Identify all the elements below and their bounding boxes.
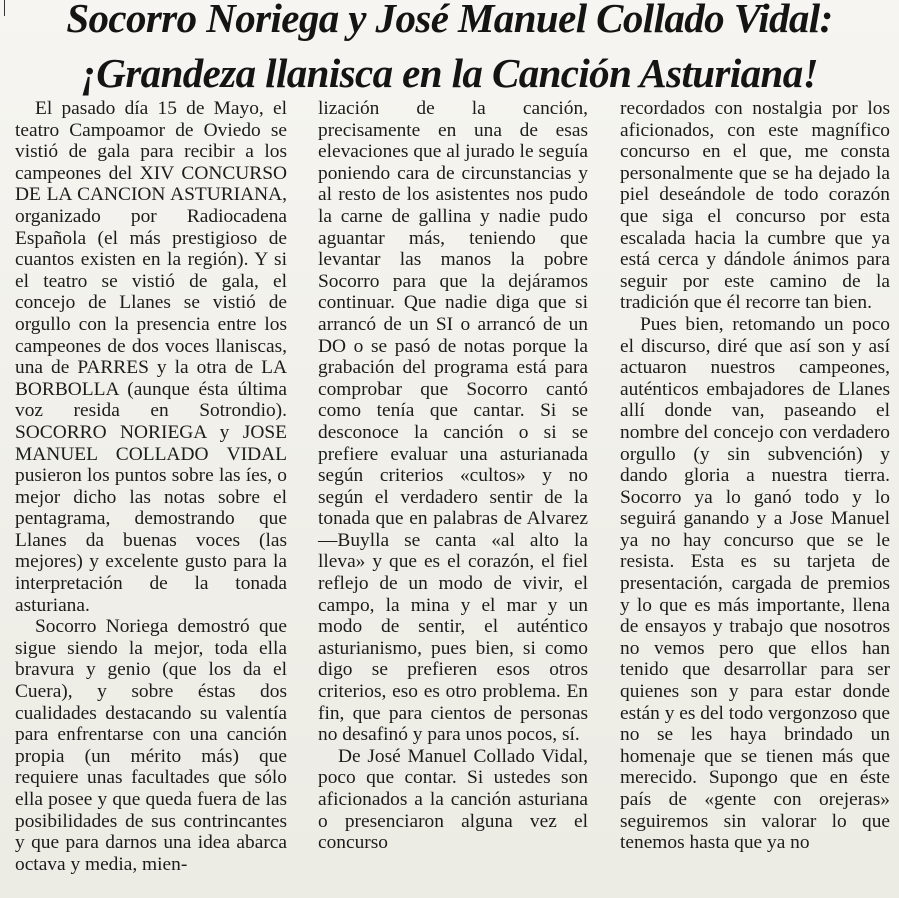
- article-column-2: [318, 98, 588, 854]
- paragraph: El pasado día 15 de Mayo, el teatro Campoamor de Oviedo se vistió de gala para recibir a los campeones del XIV CONCURSO DE LA CANCION ASTURIANA, organizado por Radiocadena Española (el más prestigioso de cuantos existen en la región). Y si el teatro se vistió de gala, el concejo de Llanes se vistió de orgullo con la presencia entre los campeones de dos voces llaniscas, una de PARRES y la otra de LA BORBOLLA (aunque ésta última voz resida en Sotrondio). SOCORRO NORIEGA y JOSE MANUEL COLLADO VIDAL pusieron los puntos sobre las íes, o mejor dicho las notas sobre el pentagrama, demostrando que Llanes da buenas voces (las mejores) y excelente gusto para la interpretación de la tonada asturiana.: [15, 98, 287, 616]
- paragraph: recordados con nostalgia por los aficionados, con este magnífico concurso en el que, me consta personalmente que se ha dejado la piel deseándole de todo corazón que siga el concurso por esta escalada hacia la cumbre que ya está cerca y dándole ánimos para seguir por este camino de la tradición que él recorre tan bien.: [620, 98, 890, 314]
- paragraph: Socorro Noriega demostró que sigue siendo la mejor, toda ella bravura y genio (que los da el Cuera), y sobre éstas dos cualidades destacando su valentía para enfrentarse con una canción propia (un mérito más) que requiere unas facultades que sólo ella posee y que queda fuera de las posibilidades de sus contrincantes y que para darnos una idea abarca octava y media, mien-: [15, 616, 287, 875]
- paragraph: Pues bien, retomando un poco el discurso, diré que así son y así actuaron nuestros campeones, auténticos embajadores de Llanes allí donde van, paseando el nombre del concejo con verdadero orgullo (y sin subvención) y dando gloria a nuestra tierra. Socorro ya lo ganó todo y lo seguirá ganando y a Jose Manuel ya no hay concurso que se le resista. Esta es su tarjeta de presentación, cargada de premios y lo que es más importante, llena de ensayos y trabajo que nosotros no vemos pero que ellos han tenido que desarrollar para ser quienes son y para estar donde están y es del todo vergonzoso que no se les haya brindado un homenaje que se tienen más que merecido. Supongo que en éste país de «gente con orejeras» seguiremos sin valorar lo que tenemos hasta que ya no: [620, 313, 890, 854]
- paragraph: lización de la canción, precisamente en una de esas elevaciones que al jurado le seguía poniendo cara de circunstancias y al resto de los asistentes nos pudo la carne de gallina y nadie pudo aguantar más, teniendo que levantar las manos la pobre Socorro para que la dejáramos continuar. Que nadie diga que si arrancó de un SI o arrancó de un DO o se pasó de notas porque la grabación del programa está para comprobar que Socorro cantó como tenía que cantar. Si se desconoce la canción o si se prefiere evaluar una asturianada según criterios «cultos» y no según el verdadero sentir de la tonada que en palabras de Alvarez—Buylla se canta «al alto la lleva» y que es el corazón, el fiel reflejo de un modo de vivir, el campo, la mina y el mar y un modo de sentir, el auténtico asturianismo, pues bien, si como digo se prefieren esos otros criterios, eso es otro problema. En fin, que para cientos de personas no desafinó y para unos pocos, sí.: [318, 98, 588, 746]
- headline-line-2: ¡Grandeza llanisca en la Canción Asturiana!: [80, 50, 819, 96]
- article-column-1: [15, 98, 287, 875]
- headline-line-1: Socorro Noriega y José Manuel Collado Vidal:: [66, 0, 833, 41]
- paragraph: De José Manuel Collado Vidal, poco que contar. Si ustedes son aficionados a la canción asturiana o presenciaron alguna vez el concurso: [318, 745, 588, 854]
- article-column-3: [620, 98, 890, 854]
